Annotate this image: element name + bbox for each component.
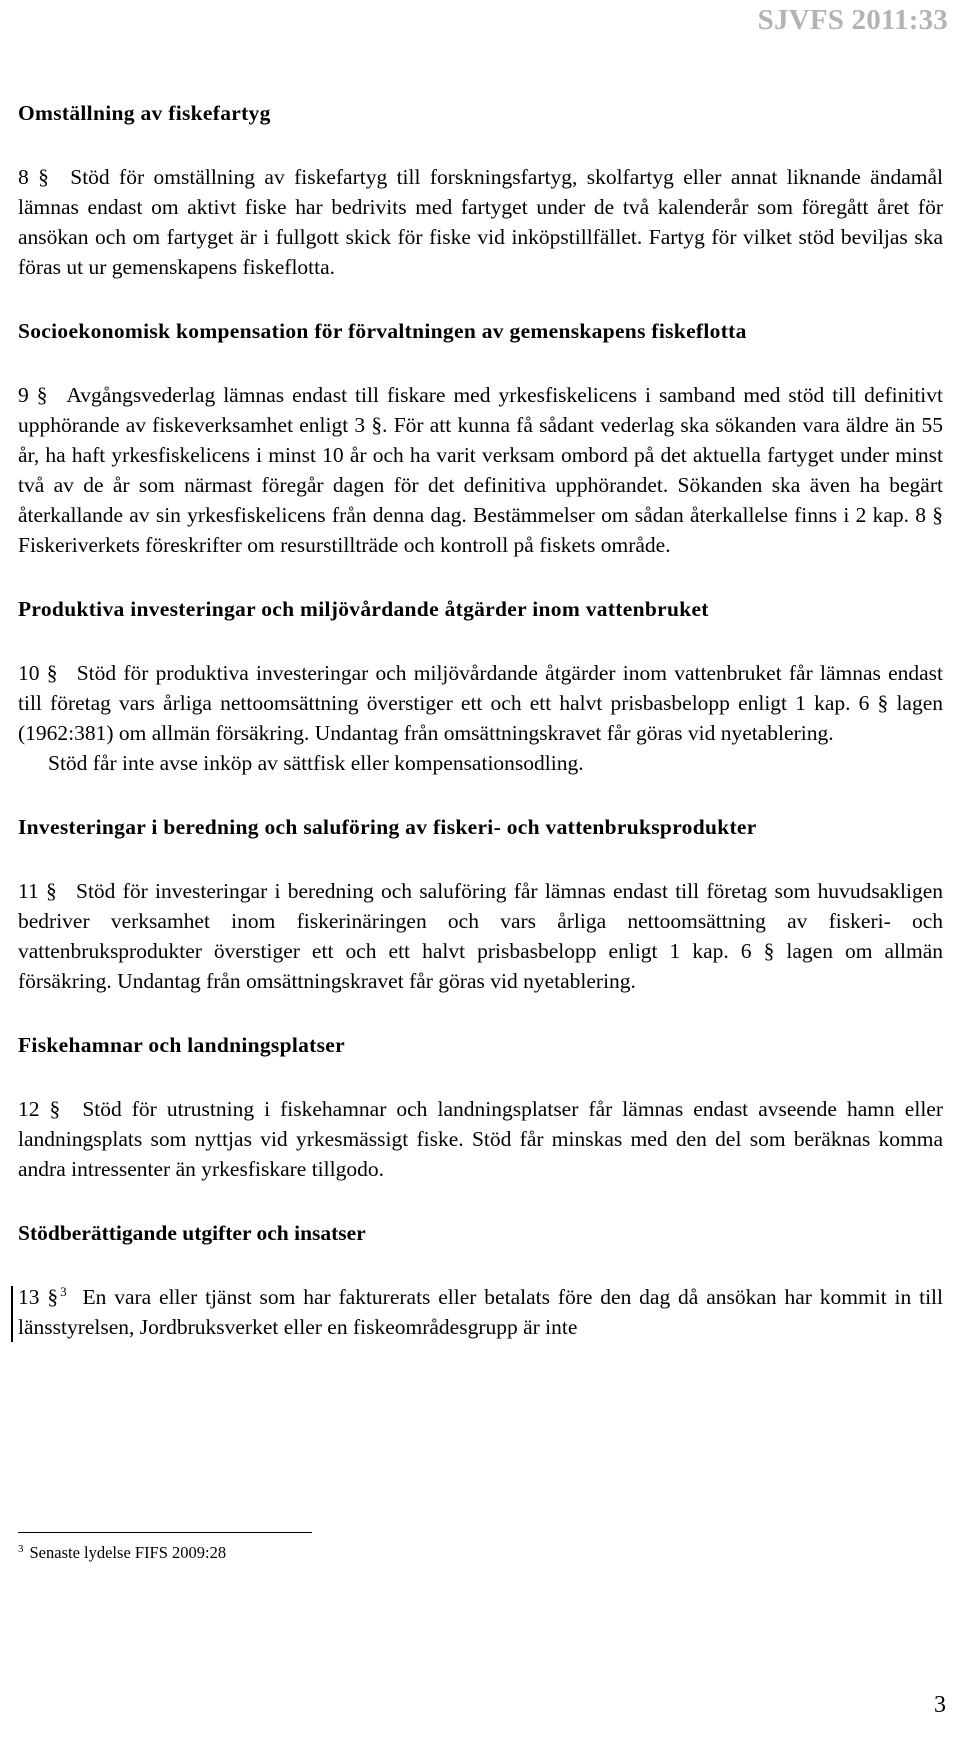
- paragraph-10: [18, 658, 943, 778]
- document-code-header: SJVFS 2011:33: [757, 4, 948, 36]
- revised-paragraph-block: [18, 1282, 943, 1342]
- paragraph-text-a: Stöd för investeringar i beredning och saluföring får lämnas endast till företag som huvudsakligen bedriver verksamhet inom fiskerinäringen och vars årliga nettoomsättning av fiskeri- och vattenbruksprodukter överstiger ett och ett halvt prisbasbelopp enligt 1 kap. 6: [18, 879, 944, 963]
- section-symbol: §: [371, 413, 383, 437]
- section-symbol: §: [38, 165, 49, 189]
- paragraph-number: 8: [18, 165, 29, 189]
- paragraph-number: 13: [18, 1285, 40, 1309]
- paragraph-number: 11: [18, 879, 39, 903]
- section-symbol: §: [45, 879, 57, 903]
- paragraph-number: 12: [18, 1097, 40, 1121]
- footnote-divider: [18, 1532, 312, 1533]
- paragraph-text-a: Avgångsvederlag lämnas endast till fiskare med yrkesfiskelicens i samband med stöd till definitivt upphörande av fiskeverksamhet enligt 3: [18, 383, 943, 437]
- paragraph-8: [18, 162, 943, 282]
- footnote-reference[interactable]: 3: [60, 1283, 67, 1299]
- paragraph-text: En vara eller tjänst som har fakturerats eller betalats före den dag då ansökan har kommit in till länsstyrelsen, Jordbruksverket eller en fiskeområdesgrupp är inte: [18, 1285, 944, 1339]
- paragraph-text-b: lagen om allmän försäkring. Undantag från omsättningskravet får göras vid nyetablering.: [18, 939, 944, 993]
- footnote: [18, 1542, 226, 1564]
- section-symbol: §: [46, 661, 58, 685]
- paragraph-11: [18, 876, 943, 996]
- section-heading-stodberattigande: Stödberättigande utgifter och insatser: [18, 1221, 366, 1245]
- paragraph-number: 10: [18, 661, 40, 685]
- section-symbol: §: [36, 383, 48, 407]
- revision-bar: [11, 1286, 13, 1342]
- section-symbol: §: [49, 1097, 61, 1121]
- section-symbol: §: [877, 691, 889, 715]
- paragraph-12: [18, 1094, 943, 1184]
- section-heading-omstallning: Omställning av fiskefartyg: [18, 101, 271, 125]
- section-symbol: §: [932, 503, 943, 527]
- paragraph-text-a: Stöd för produktiva investeringar och miljövårdande åtgärder inom vattenbruket får lämnas endast till företag vars årliga nettoomsättning överstiger ett och ett halvt prisbasbelopp enligt 1 kap. 6: [18, 661, 944, 715]
- section-symbol: §: [47, 1285, 59, 1309]
- paragraph-13: [18, 1282, 943, 1342]
- paragraph-text: Stöd för omställning av fiskefartyg till forskningsfartyg, skolfartyg eller annat liknande ändamål lämnas endast om aktivt fiske har bedrivits med fartyget under de två kalenderår som föregått året för ansökan och om fartyget är i fullgott skick för fiske vid inköpstillfället. Fartyg för vilket stöd beviljas ska föras ut ur gemenskapens fiskeflotta.: [18, 165, 943, 279]
- footnote-text: Senaste lydelse FIFS 2009:28: [29, 1543, 227, 1562]
- paragraph-text-c: Stöd får inte avse inköp av sättfisk eller kompensationsodling.: [48, 751, 584, 775]
- paragraph-text-b: lagen (1962:381) om allmän försäkring. Undantag från omsättningskravet får göras vid nyetablering.: [18, 691, 944, 745]
- page-number: 3: [934, 1692, 946, 1718]
- paragraph-9: [18, 380, 943, 560]
- paragraph-number: 9: [18, 383, 29, 407]
- paragraph-text: Stöd för utrustning i fiskehamnar och landningsplatser får lämnas endast avseende hamn eller landningsplats som nyttjas vid yrkesmässigt fiske. Stöd får minskas med den del som beräknas komma andra intressenter än yrkesfiskare tillgodo.: [18, 1097, 943, 1181]
- section-symbol: §: [763, 939, 775, 963]
- section-heading-investeringar: Investeringar i beredning och saluföring av fiskeri- och vattenbruksprodukter: [18, 815, 757, 839]
- paragraph-text-c: Fiskeriverkets föreskrifter om resurstillträde och kontroll på fiskets område.: [18, 533, 671, 557]
- section-heading-produktiva: Produktiva investeringar och miljövårdande åtgärder inom vattenbruket: [18, 597, 709, 621]
- section-heading-socioekonomisk: Socioekonomisk kompensation för förvaltningen av gemenskapens fiskeflotta: [18, 319, 747, 343]
- section-heading-fiskehamnar: Fiskehamnar och landningsplatser: [18, 1033, 345, 1057]
- footnote-number: 3: [18, 1542, 24, 1555]
- document-body: [18, 98, 943, 1342]
- paragraph-text-b: . För att kunna få sådant vederlag ska sökanden vara äldre än 55 år, ha haft yrkesfiskelicens i minst 10 år och ha varit verksam ombord på det aktuella fartyget under minst två av de år som närmast föregår dagen för det definitiva upphörandet. Sökanden ska även ha begärt återkallande av sin yrkesfiskelicens från denna dag. Bestämmelser om sådan återkallelse finns i 2 kap. 8: [18, 413, 943, 527]
